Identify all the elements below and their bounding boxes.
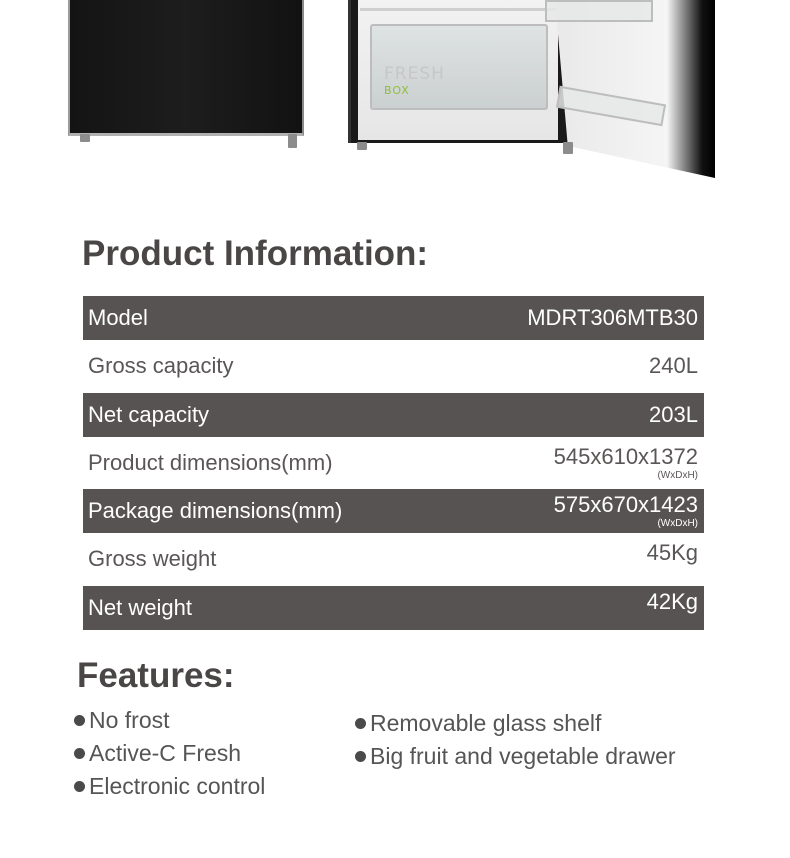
spec-value: 545x610x1372 [553,443,698,469]
spec-row-model [83,296,704,340]
spec-row-gross-capacity [83,344,704,388]
spec-label: Net weight [88,594,192,620]
product-images [0,0,790,190]
product-information-title: Product Information: [82,234,429,273]
spec-value: 575x670x1423 [553,492,698,518]
spec-row-product-dimensions [83,441,704,485]
feature-item [74,773,265,800]
spec-row-package-dimensions [83,489,704,533]
feature-item [74,707,170,734]
feature-text: Big fruit and vegetable drawer [370,743,676,769]
bullet-icon [74,781,85,792]
fridge-closed-image [68,0,304,136]
fridge-foot [357,142,367,150]
spec-table [83,296,704,634]
spec-value: 203L [649,401,698,427]
spec-label: Product dimensions(mm) [88,449,333,475]
fridge-foot [288,134,297,148]
spec-label: Net capacity [88,401,210,427]
spec-value: MDRT306MTB30 [527,305,698,330]
spec-unit-note: (WxDxH) [657,518,698,530]
bullet-icon [74,748,85,759]
spec-value: 240L [649,353,698,379]
fresh-box-sublabel: BOX [384,84,410,97]
bullet-icon [355,718,366,729]
feature-text: Active-C Fresh [89,740,242,766]
fridge-foot [80,134,90,142]
spec-label: Gross weight [88,546,217,572]
bullet-icon [74,715,85,726]
spec-unit-note: (WxDxH) [657,469,698,481]
bullet-icon [355,751,366,762]
feature-item [355,710,601,737]
feature-item [355,743,676,770]
spec-row-net-capacity [83,393,704,437]
spec-row-net-weight [83,586,704,630]
spec-label: Package dimensions(mm) [88,498,343,524]
door-bin [545,0,653,22]
fridge-shelf [360,8,556,11]
feature-text: No frost [89,707,170,733]
spec-label: Model [88,305,148,330]
spec-value: 45Kg [646,540,698,566]
features-title: Features: [77,656,235,695]
feature-text: Removable glass shelf [370,710,602,736]
spec-value: 42Kg [646,588,698,614]
fresh-box-label: FRESH [384,64,445,84]
spec-label: Gross capacity [88,353,234,379]
fridge-foot [563,142,573,154]
feature-item [74,740,241,767]
spec-row-gross-weight [83,537,704,581]
feature-text: Electronic control [89,773,266,799]
